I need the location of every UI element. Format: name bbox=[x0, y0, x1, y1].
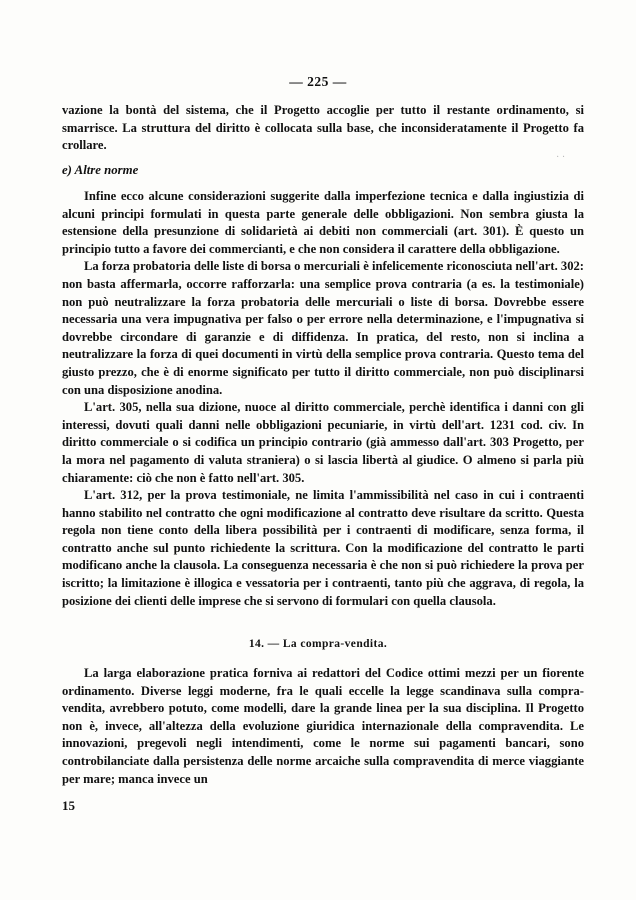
section-heading-altre-norme: e) Altre norme bbox=[62, 163, 139, 177]
chapter-compra-vendita-body bbox=[62, 665, 584, 788]
paragraph-compra-vendita: La larga elaborazione pratica forniva ai redattori del Codice ottimi mezzi per un fiorente ordinamento. Diverse leggi moderne, fra le quali eccelle la legge scandinava sulla compra-vendita, avrebbero potuto, come modelli, dare la grande linea per la sua disciplina. Il Progetto non è, invece, all'altezza della evoluzione giuridica internazionale della compravendita. Le innovazioni, pregevoli negli intendimenti, come le norme sui pagamenti bancari, sono controbilanciate dalla persistenza delle norme arcaiche sulla compravendita di merce viaggiante per mare; manca invece un bbox=[62, 666, 584, 786]
chapter-heading-compra-vendita: 14. — La compra-vendita. bbox=[248, 638, 388, 650]
paragraph-solidarieta: Infine ecco alcune considerazioni suggerite dalla imperfezione tecnica e dalla ingiustizia di alcuni principi formulati in questa parte generale delle obbligazioni. Non sembra giusta la estensione della presunzione di solidarietà ai debiti non commerciali (art. 301). È questo un principio tutto a favore dei commercianti, e che non considera il carattere della obbligazione. bbox=[62, 189, 584, 256]
signature-mark: 15 bbox=[62, 798, 75, 813]
intro-text bbox=[62, 102, 584, 155]
page-number: — 225 — bbox=[289, 74, 347, 89]
paragraph-art-305: L'art. 305, nella sua dizione, nuoce al diritto commerciale, perchè identifica i danni con gli interessi, dovuti quali danni nelle obbligazioni pecuniarie, in virtù dell'art. 1231 cod. civ. In diritto commerciale o si codifica un principio contrario (già ammesso dall'art. 303 Progetto, per la mora nel pagamento di valuta straniera) o si lascia libertà al giudice. O almeno si parla più chiaramente: ciò che non è fatto nell'art. 305. bbox=[62, 400, 584, 485]
section-altre-norme-body bbox=[62, 188, 584, 610]
paragraph-liste-di-borsa: La forza probatoria delle liste di borsa o mercuriali è infelicemente riconosciuta nell'art. 302: non basta affermarla, occorre rafforzarla: una semplice prova contraria (a es. la testimoniale) non può neutralizzare la forza probatoria delle mercuriali o liste di borsa. Dovrebbe essere necessaria una vera impugnativa per falso o per errore nella determinazione, e l'impugnativa si dovrebbe circondare di garanzie e di diffidenza. In pratica, del resto, non si inclina a neutralizzare la forza di quei documenti in virtù della semplice prova contraria. Questo tema del giusto prezzo, che è di enorme significato per tutto il diritto commerciale, non può disciplinarsi con una disposizione anodina. bbox=[62, 259, 584, 397]
scan-speck-mark: · · bbox=[556, 152, 566, 163]
intro-paragraph: vazione la bontà del sistema, che il Progetto accoglie per tutto il restante ordinamento, si smarrisce. La struttura del diritto è collocata sulla base, che inconsideratamente il Progetto fa crollare. bbox=[62, 103, 584, 153]
paragraph-art-312: L'art. 312, per la prova testimoniale, ne limita l'ammissibilità nel caso in cui i contraenti hanno stabilito nel contratto che ogni modificazione al contratto deve risultare da scritto. Questa regola non tiene conto della libera possibilità per i contraenti di modificare, senza forma, il contratto anche sul punto richiedente la scrittura. Con la modificazione del contratto le parti modificano anche la clausola. La conseguenza necessaria è che non si può richiedere la prova per iscritto; la limitazione è illogica e vessatoria per i contraenti, tanto più che aggrava, di regola, la posizione dei clienti delle imprese che si servono di formulari con quella clausola. bbox=[62, 488, 584, 608]
